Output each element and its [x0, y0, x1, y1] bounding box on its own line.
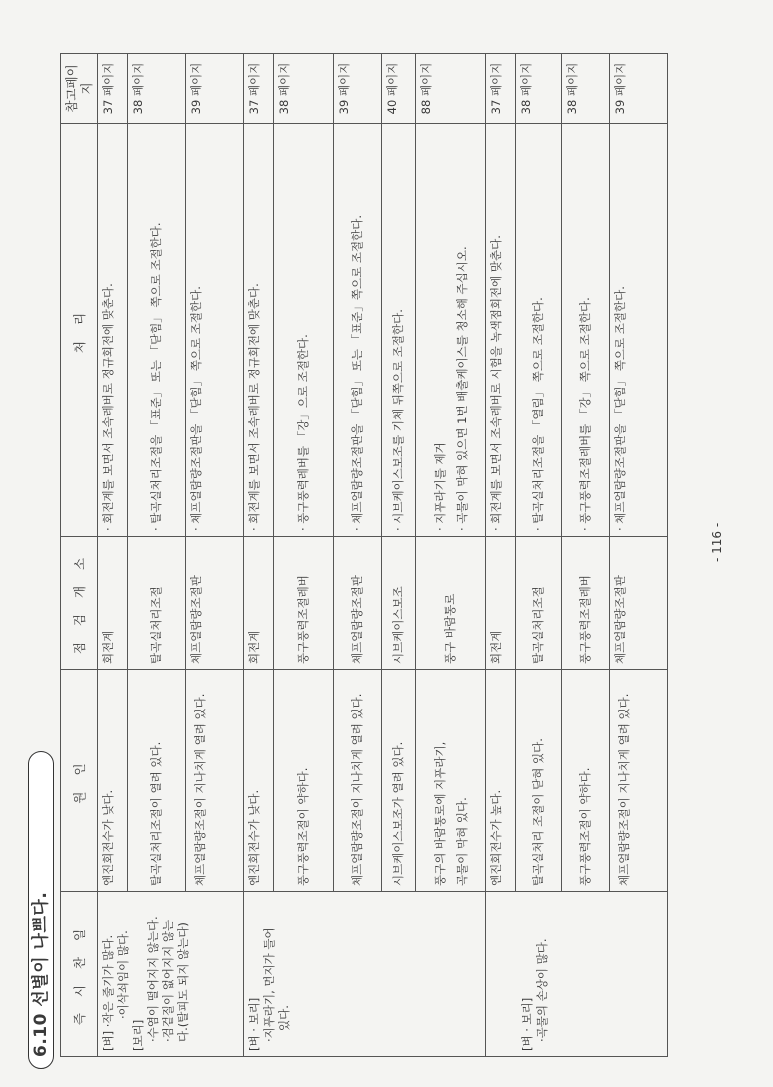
header-cause: 원 인 — [61, 670, 98, 892]
check-cell: 회전계 — [244, 537, 274, 670]
check-cell: 체프얼람량조절판 — [610, 537, 668, 670]
ref-cell: 38 페이지 — [128, 54, 186, 124]
header-action: 처 리 — [61, 124, 98, 537]
header-symptom: 즉 시 찬 일 — [61, 892, 98, 1057]
action-cell: · 탈곡실처리조절을 「열림」 쪽으로 조절한다. — [516, 124, 562, 537]
symptom-text: ·수염이 떨어지지 않는다. — [146, 916, 160, 1042]
section-title: 6.10 선별이 나쁘다. — [31, 891, 51, 1057]
check-cell: 탈곡실처리조절 — [516, 537, 562, 670]
symptom-text: 있다. — [277, 1005, 291, 1031]
cause-cell: 엔진회전수가 낮다. — [244, 670, 274, 892]
table-row — [98, 54, 128, 1057]
check-cell: 회전계 — [486, 537, 516, 670]
page-number: - 116 - — [710, 522, 724, 562]
ref-cell: 38 페이지 — [516, 54, 562, 124]
action-cell: · 체프얼람량조절판을 「닫힘」 쪽으로 조절한다. — [186, 124, 244, 537]
cause-cell: 체프얼람량조절이 지나치게 열려 있다. — [186, 670, 244, 892]
cause-cell: 풍구풍력조절이 약하다. — [562, 670, 610, 892]
table-header-row — [61, 54, 98, 1057]
troubleshooting-table — [60, 53, 668, 1057]
cause-cell: 풍구풍력조절이 약하다. — [274, 670, 334, 892]
ref-cell: 39 페이지 — [186, 54, 244, 124]
check-cell: 풍구 바람통로 — [416, 537, 486, 670]
action-cell: · 시브케이스보조를 기체 뒤쪽으로 조절한다. — [382, 124, 416, 537]
cause-cell: 엔진회전수가 높다. — [486, 670, 516, 892]
action-cell: · 회전계를 보면서 조속레버로 정규회전에 맞춘다. — [98, 124, 128, 537]
action-cell: · 회전계를 보면서 조속레버로 시험을 녹색점회전에 맞춘다. — [486, 124, 516, 537]
symptom-cell — [98, 892, 244, 1057]
table-row — [486, 54, 516, 1057]
ref-cell: 38 페이지 — [274, 54, 334, 124]
cause-cell — [416, 670, 486, 892]
check-cell: 체프얼람량조절판 — [334, 537, 382, 670]
cause-cell: 시브케이스보조가 열려 있다. — [382, 670, 416, 892]
ref-cell: 40 페이지 — [382, 54, 416, 124]
symptom-cell — [486, 892, 668, 1057]
ref-cell: 88 페이지 — [416, 54, 486, 124]
action-cell: · 회전계를 보면서 조속레버로 정규회전에 맞춘다. — [244, 124, 274, 537]
action-cell: · 탈곡실처리조절을 「표준」 또는 「닫힘」 쪽으로 조절한다. — [128, 124, 186, 537]
symptom-text: ·지푸라기, 먼지가 들어 — [262, 927, 276, 1042]
ref-cell: 37 페이지 — [486, 54, 516, 124]
header-check: 점 검 개 소 — [61, 537, 98, 670]
check-cell: 회전계 — [98, 537, 128, 670]
symptom-text: ·이삭쇠임이 많다. — [116, 930, 130, 1019]
symptom-text: ·곡물의 손상이 많다. — [535, 938, 549, 1042]
symptom-text: 다.(탈피도 되지 않는다) — [176, 922, 190, 1042]
check-cell: 체프얼람량조절판 — [186, 537, 244, 670]
action-text: · 지푸라기를 제거 — [432, 442, 447, 531]
cause-cell: 체프얼람량조절이 지나치게 열려 있다. — [610, 670, 668, 892]
check-cell: 풍구풍력조절레버 — [274, 537, 334, 670]
check-cell: 탈곡실처리조절 — [128, 537, 186, 670]
table-row — [244, 54, 274, 1057]
symptom-text: [벼] ·작은 줄기가 많다. — [101, 934, 115, 1051]
cause-text: 곡물이 막혀 있다. — [454, 797, 469, 886]
ref-cell: 37 페이지 — [244, 54, 274, 124]
action-cell: · 체프얼람량조절판을 「닫힘」 쪽으로 조절한다. — [610, 124, 668, 537]
action-text: · 곡물이 막혀 있으면 1번 배출케이스를 청소해 주십시오. — [454, 246, 469, 531]
cause-cell: 탈곡실처리 조절이 닫혀 있다. — [516, 670, 562, 892]
cause-cell: 체프얼람량조절이 지나치게 열려 있다. — [334, 670, 382, 892]
ref-cell: 39 페이지 — [610, 54, 668, 124]
cause-text: 풍구의 바람통로에 지푸라기, — [432, 741, 447, 886]
cause-cell: 엔진회전수가 낮다. — [98, 670, 128, 892]
ref-cell: 39 페이지 — [334, 54, 382, 124]
symptom-text: [벼 · 보리] — [247, 997, 261, 1051]
cause-cell: 탈곡실처리조절이 열려 있다. — [128, 670, 186, 892]
action-cell: · 풍구풍력조절레버를 「강」 쪽으로 조절한다. — [562, 124, 610, 537]
header-ref: 참고페이지 — [61, 54, 98, 124]
action-cell: · 풍구풍력레버를 「강」으로 조절한다. — [274, 124, 334, 537]
check-cell: 풍구풍력조절레버 — [562, 537, 610, 670]
check-cell: 시브케이스보조 — [382, 537, 416, 670]
action-cell — [416, 124, 486, 537]
symptom-text: [보리] — [131, 1019, 145, 1051]
action-cell: · 체프얼람량조절판을 「닫힘」 또는 「표준」쪽으로 조절한다. — [334, 124, 382, 537]
symptom-text: ·검겉질이 없어지지 않는 — [161, 919, 175, 1042]
ref-cell: 38 페이지 — [562, 54, 610, 124]
symptom-text: [벼 · 보리] — [520, 997, 534, 1051]
symptom-cell — [244, 892, 486, 1057]
ref-cell: 37 페이지 — [98, 54, 128, 124]
